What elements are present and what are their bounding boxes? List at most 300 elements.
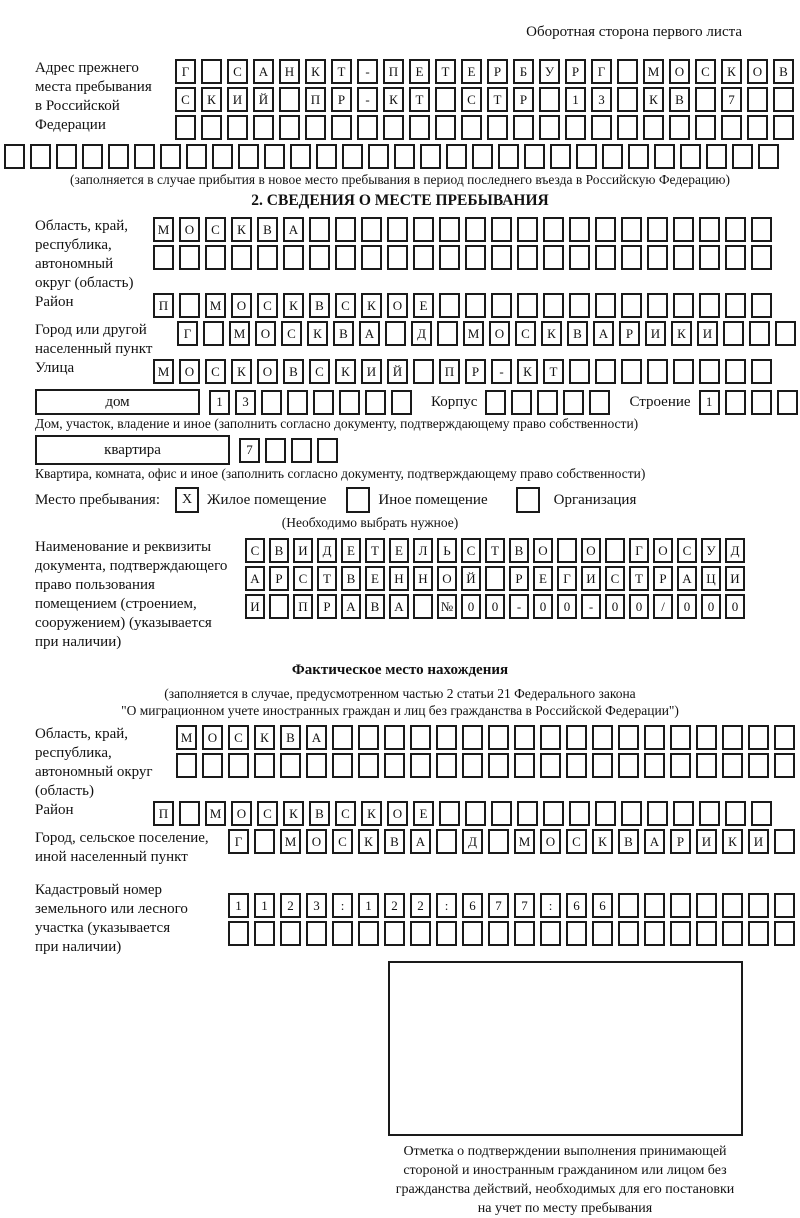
char-box[interactable] — [134, 144, 155, 169]
char-box[interactable]: С — [205, 217, 226, 242]
char-box[interactable]: 1 — [358, 893, 379, 918]
char-box[interactable]: О — [231, 801, 252, 826]
char-box[interactable] — [673, 217, 694, 242]
char-box[interactable]: С — [293, 566, 313, 591]
char-box[interactable]: Н — [389, 566, 409, 591]
char-box[interactable]: № — [437, 594, 457, 619]
char-box[interactable]: А — [253, 59, 274, 84]
char-box[interactable] — [670, 893, 691, 918]
char-box[interactable] — [305, 115, 326, 140]
char-box[interactable] — [488, 753, 509, 778]
char-box[interactable] — [279, 115, 300, 140]
char-box[interactable] — [647, 359, 668, 384]
char-box[interactable] — [514, 921, 535, 946]
char-box[interactable]: И — [725, 566, 745, 591]
char-box[interactable] — [696, 921, 717, 946]
char-box[interactable] — [265, 438, 286, 463]
char-box[interactable] — [202, 753, 223, 778]
char-box[interactable] — [721, 115, 742, 140]
char-box[interactable] — [280, 921, 301, 946]
char-box[interactable]: К — [592, 829, 613, 854]
char-box[interactable] — [331, 115, 352, 140]
char-box[interactable]: 7 — [239, 438, 260, 463]
char-box[interactable] — [673, 359, 694, 384]
char-box[interactable]: М — [463, 321, 484, 346]
char-box[interactable] — [758, 144, 779, 169]
char-box[interactable] — [621, 293, 642, 318]
char-box[interactable]: П — [153, 801, 174, 826]
char-box[interactable] — [517, 245, 538, 270]
char-box[interactable] — [269, 594, 289, 619]
char-box[interactable] — [774, 829, 795, 854]
char-box[interactable]: 7 — [721, 87, 742, 112]
char-box[interactable] — [436, 725, 457, 750]
char-box[interactable] — [358, 753, 379, 778]
char-box[interactable] — [436, 921, 457, 946]
char-box[interactable]: О — [255, 321, 276, 346]
char-box[interactable] — [385, 321, 406, 346]
char-box[interactable]: В — [341, 566, 361, 591]
char-box[interactable] — [472, 144, 493, 169]
char-box[interactable]: К — [231, 359, 252, 384]
char-box[interactable]: 1 — [565, 87, 586, 112]
char-box[interactable]: Е — [365, 566, 385, 591]
char-box[interactable] — [413, 594, 433, 619]
char-box[interactable]: Г — [557, 566, 577, 591]
char-box[interactable] — [595, 245, 616, 270]
char-box[interactable]: 6 — [592, 893, 613, 918]
char-box[interactable] — [774, 893, 795, 918]
char-box[interactable]: А — [283, 217, 304, 242]
char-box[interactable]: : — [332, 893, 353, 918]
char-box[interactable] — [358, 725, 379, 750]
char-box[interactable]: С — [605, 566, 625, 591]
char-box[interactable]: И — [227, 87, 248, 112]
char-box[interactable]: 7 — [514, 893, 535, 918]
char-box[interactable]: В — [283, 359, 304, 384]
char-box[interactable] — [176, 753, 197, 778]
char-box[interactable]: 2 — [384, 893, 405, 918]
char-box[interactable] — [537, 390, 558, 415]
char-box[interactable] — [725, 217, 746, 242]
char-box[interactable] — [439, 801, 460, 826]
char-box[interactable]: Ь — [437, 538, 457, 563]
char-box[interactable] — [462, 725, 483, 750]
char-box[interactable] — [413, 217, 434, 242]
char-box[interactable] — [618, 893, 639, 918]
char-box[interactable]: Р — [331, 87, 352, 112]
char-box[interactable] — [254, 921, 275, 946]
char-box[interactable] — [617, 115, 638, 140]
char-box[interactable] — [261, 390, 282, 415]
char-box[interactable]: Н — [413, 566, 433, 591]
char-box[interactable]: Б — [513, 59, 534, 84]
char-box[interactable]: Т — [331, 59, 352, 84]
char-box[interactable] — [699, 359, 720, 384]
char-box[interactable]: С — [332, 829, 353, 854]
char-box[interactable]: Т — [317, 566, 337, 591]
char-box[interactable] — [517, 293, 538, 318]
char-box[interactable] — [751, 801, 772, 826]
char-box[interactable]: 0 — [677, 594, 697, 619]
char-box[interactable] — [316, 144, 337, 169]
char-box[interactable]: С — [205, 359, 226, 384]
char-box[interactable] — [358, 921, 379, 946]
char-box[interactable] — [618, 725, 639, 750]
char-box[interactable]: В — [257, 217, 278, 242]
char-box[interactable] — [543, 217, 564, 242]
char-box[interactable]: П — [305, 87, 326, 112]
char-box[interactable] — [725, 293, 746, 318]
char-box[interactable]: С — [335, 293, 356, 318]
char-box[interactable]: К — [335, 359, 356, 384]
char-box[interactable]: К — [721, 59, 742, 84]
char-box[interactable]: В — [773, 59, 794, 84]
char-box[interactable]: Р — [509, 566, 529, 591]
char-box[interactable]: К — [361, 801, 382, 826]
char-box[interactable] — [747, 115, 768, 140]
char-box[interactable]: А — [389, 594, 409, 619]
char-box[interactable]: К — [643, 87, 664, 112]
char-box[interactable]: Д — [317, 538, 337, 563]
char-box[interactable]: 2 — [410, 893, 431, 918]
char-box[interactable]: 1 — [228, 893, 249, 918]
char-box[interactable]: У — [701, 538, 721, 563]
char-box[interactable]: М — [514, 829, 535, 854]
char-box[interactable]: - — [509, 594, 529, 619]
char-box[interactable]: 0 — [605, 594, 625, 619]
char-box[interactable]: Г — [591, 59, 612, 84]
char-box[interactable] — [446, 144, 467, 169]
char-box[interactable] — [332, 753, 353, 778]
char-box[interactable]: А — [677, 566, 697, 591]
char-box[interactable]: А — [341, 594, 361, 619]
char-box[interactable] — [436, 753, 457, 778]
char-box[interactable]: Й — [461, 566, 481, 591]
char-box[interactable] — [617, 59, 638, 84]
char-box[interactable]: Г — [629, 538, 649, 563]
char-box[interactable]: И — [748, 829, 769, 854]
char-box[interactable]: К — [541, 321, 562, 346]
char-box[interactable] — [722, 753, 743, 778]
char-box[interactable] — [212, 144, 233, 169]
char-box[interactable]: Е — [389, 538, 409, 563]
char-box[interactable] — [773, 87, 794, 112]
char-box[interactable]: 0 — [461, 594, 481, 619]
char-box[interactable]: П — [439, 359, 460, 384]
char-box[interactable] — [647, 217, 668, 242]
char-box[interactable] — [279, 87, 300, 112]
char-box[interactable] — [749, 321, 770, 346]
char-box[interactable] — [383, 115, 404, 140]
char-box[interactable] — [543, 245, 564, 270]
char-box[interactable] — [592, 921, 613, 946]
char-box[interactable]: М — [229, 321, 250, 346]
char-box[interactable] — [461, 115, 482, 140]
organization-checkbox[interactable] — [516, 487, 540, 513]
char-box[interactable]: И — [696, 829, 717, 854]
char-box[interactable] — [439, 293, 460, 318]
char-box[interactable] — [751, 217, 772, 242]
char-box[interactable] — [695, 87, 716, 112]
char-box[interactable] — [357, 115, 378, 140]
char-box[interactable]: И — [245, 594, 265, 619]
char-box[interactable] — [439, 245, 460, 270]
char-box[interactable] — [595, 801, 616, 826]
char-box[interactable] — [254, 829, 275, 854]
char-box[interactable] — [514, 753, 535, 778]
char-box[interactable]: Т — [485, 538, 505, 563]
char-box[interactable] — [680, 144, 701, 169]
char-box[interactable] — [565, 115, 586, 140]
char-box[interactable] — [644, 725, 665, 750]
char-box[interactable] — [290, 144, 311, 169]
char-box[interactable] — [384, 753, 405, 778]
char-box[interactable]: В — [669, 87, 690, 112]
char-box[interactable]: С — [245, 538, 265, 563]
char-box[interactable]: И — [697, 321, 718, 346]
char-box[interactable] — [488, 725, 509, 750]
char-box[interactable] — [621, 801, 642, 826]
char-box[interactable]: О — [306, 829, 327, 854]
char-box[interactable] — [413, 245, 434, 270]
char-box[interactable]: Е — [409, 59, 430, 84]
char-box[interactable] — [699, 245, 720, 270]
char-box[interactable]: К — [361, 293, 382, 318]
char-box[interactable]: И — [293, 538, 313, 563]
char-box[interactable] — [774, 753, 795, 778]
char-box[interactable] — [605, 538, 625, 563]
char-box[interactable] — [439, 217, 460, 242]
apartment-type-box[interactable]: квартира — [35, 435, 230, 465]
char-box[interactable] — [309, 217, 330, 242]
char-box[interactable] — [257, 245, 278, 270]
char-box[interactable] — [617, 87, 638, 112]
char-box[interactable]: - — [491, 359, 512, 384]
char-box[interactable]: К — [671, 321, 692, 346]
char-box[interactable]: В — [365, 594, 385, 619]
char-box[interactable] — [175, 115, 196, 140]
char-box[interactable] — [618, 753, 639, 778]
char-box[interactable] — [462, 753, 483, 778]
char-box[interactable]: 1 — [254, 893, 275, 918]
char-box[interactable]: С — [461, 87, 482, 112]
char-box[interactable]: К — [517, 359, 538, 384]
char-box[interactable]: 0 — [701, 594, 721, 619]
char-box[interactable]: П — [293, 594, 313, 619]
char-box[interactable] — [485, 390, 506, 415]
char-box[interactable] — [540, 753, 561, 778]
char-box[interactable]: К — [358, 829, 379, 854]
char-box[interactable]: Т — [409, 87, 430, 112]
char-box[interactable] — [511, 390, 532, 415]
char-box[interactable] — [748, 921, 769, 946]
char-box[interactable]: М — [153, 217, 174, 242]
char-box[interactable] — [699, 293, 720, 318]
char-box[interactable] — [621, 245, 642, 270]
char-box[interactable] — [201, 59, 222, 84]
char-box[interactable] — [569, 359, 590, 384]
char-box[interactable] — [550, 144, 571, 169]
char-box[interactable] — [591, 115, 612, 140]
char-box[interactable]: Е — [413, 801, 434, 826]
char-box[interactable] — [696, 753, 717, 778]
char-box[interactable]: / — [653, 594, 673, 619]
char-box[interactable]: Й — [387, 359, 408, 384]
char-box[interactable] — [725, 359, 746, 384]
char-box[interactable]: О — [179, 217, 200, 242]
char-box[interactable]: С — [566, 829, 587, 854]
char-box[interactable] — [384, 921, 405, 946]
char-box[interactable]: 3 — [235, 390, 256, 415]
char-box[interactable]: Р — [619, 321, 640, 346]
char-box[interactable] — [485, 566, 505, 591]
char-box[interactable] — [108, 144, 129, 169]
char-box[interactable] — [540, 921, 561, 946]
char-box[interactable] — [205, 245, 226, 270]
char-box[interactable]: - — [357, 59, 378, 84]
char-box[interactable] — [491, 217, 512, 242]
char-box[interactable]: О — [257, 359, 278, 384]
char-box[interactable] — [773, 115, 794, 140]
char-box[interactable] — [589, 390, 610, 415]
char-box[interactable]: О — [231, 293, 252, 318]
char-box[interactable] — [669, 115, 690, 140]
char-box[interactable] — [725, 390, 746, 415]
char-box[interactable] — [488, 829, 509, 854]
char-box[interactable] — [291, 438, 312, 463]
char-box[interactable] — [543, 293, 564, 318]
char-box[interactable] — [602, 144, 623, 169]
char-box[interactable]: А — [593, 321, 614, 346]
char-box[interactable] — [306, 921, 327, 946]
char-box[interactable]: О — [533, 538, 553, 563]
char-box[interactable] — [566, 921, 587, 946]
char-box[interactable]: О — [540, 829, 561, 854]
char-box[interactable] — [287, 390, 308, 415]
char-box[interactable]: М — [205, 801, 226, 826]
char-box[interactable] — [186, 144, 207, 169]
char-box[interactable]: С — [335, 801, 356, 826]
char-box[interactable]: Е — [461, 59, 482, 84]
char-box[interactable]: С — [695, 59, 716, 84]
char-box[interactable] — [227, 115, 248, 140]
char-box[interactable]: А — [410, 829, 431, 854]
char-box[interactable] — [774, 725, 795, 750]
char-box[interactable]: М — [205, 293, 226, 318]
char-box[interactable] — [517, 801, 538, 826]
char-box[interactable] — [696, 725, 717, 750]
char-box[interactable]: С — [257, 801, 278, 826]
char-box[interactable] — [56, 144, 77, 169]
char-box[interactable]: Р — [653, 566, 673, 591]
char-box[interactable]: Р — [465, 359, 486, 384]
char-box[interactable]: П — [153, 293, 174, 318]
char-box[interactable]: 1 — [209, 390, 230, 415]
char-box[interactable]: О — [581, 538, 601, 563]
char-box[interactable]: П — [383, 59, 404, 84]
char-box[interactable] — [394, 144, 415, 169]
char-box[interactable] — [491, 801, 512, 826]
char-box[interactable] — [335, 217, 356, 242]
char-box[interactable] — [592, 753, 613, 778]
char-box[interactable]: 3 — [306, 893, 327, 918]
char-box[interactable] — [491, 245, 512, 270]
char-box[interactable]: 6 — [566, 893, 587, 918]
char-box[interactable] — [748, 725, 769, 750]
char-box[interactable]: И — [581, 566, 601, 591]
char-box[interactable] — [487, 115, 508, 140]
char-box[interactable] — [748, 893, 769, 918]
char-box[interactable] — [647, 293, 668, 318]
char-box[interactable] — [228, 753, 249, 778]
char-box[interactable] — [332, 921, 353, 946]
char-box[interactable]: В — [280, 725, 301, 750]
char-box[interactable] — [722, 725, 743, 750]
char-box[interactable]: К — [305, 59, 326, 84]
char-box[interactable]: Н — [279, 59, 300, 84]
char-box[interactable] — [569, 293, 590, 318]
char-box[interactable] — [368, 144, 389, 169]
char-box[interactable] — [566, 725, 587, 750]
char-box[interactable]: Г — [175, 59, 196, 84]
char-box[interactable]: В — [567, 321, 588, 346]
char-box[interactable] — [647, 801, 668, 826]
char-box[interactable] — [253, 115, 274, 140]
char-box[interactable] — [595, 293, 616, 318]
char-box[interactable] — [732, 144, 753, 169]
char-box[interactable] — [332, 725, 353, 750]
char-box[interactable]: 7 — [488, 893, 509, 918]
char-box[interactable] — [595, 217, 616, 242]
char-box[interactable] — [673, 245, 694, 270]
char-box[interactable]: К — [254, 725, 275, 750]
char-box[interactable]: 0 — [725, 594, 745, 619]
char-box[interactable]: О — [179, 359, 200, 384]
char-box[interactable] — [30, 144, 51, 169]
char-box[interactable] — [179, 245, 200, 270]
char-box[interactable] — [465, 217, 486, 242]
char-box[interactable]: 6 — [462, 893, 483, 918]
char-box[interactable] — [387, 245, 408, 270]
char-box[interactable]: О — [747, 59, 768, 84]
char-box[interactable]: Д — [462, 829, 483, 854]
char-box[interactable]: В — [309, 801, 330, 826]
char-box[interactable] — [539, 115, 560, 140]
char-box[interactable] — [435, 87, 456, 112]
char-box[interactable] — [695, 115, 716, 140]
char-box[interactable]: Д — [725, 538, 745, 563]
char-box[interactable]: С — [309, 359, 330, 384]
char-box[interactable] — [313, 390, 334, 415]
char-box[interactable] — [361, 217, 382, 242]
char-box[interactable]: Р — [317, 594, 337, 619]
char-box[interactable]: Д — [411, 321, 432, 346]
char-box[interactable]: К — [283, 801, 304, 826]
char-box[interactable] — [557, 538, 577, 563]
char-box[interactable]: - — [357, 87, 378, 112]
char-box[interactable]: 3 — [591, 87, 612, 112]
char-box[interactable] — [774, 921, 795, 946]
residential-checkbox[interactable]: X — [175, 487, 199, 513]
char-box[interactable]: К — [722, 829, 743, 854]
char-box[interactable] — [283, 245, 304, 270]
char-box[interactable] — [365, 390, 386, 415]
char-box[interactable]: Р — [487, 59, 508, 84]
char-box[interactable]: Е — [341, 538, 361, 563]
char-box[interactable] — [384, 725, 405, 750]
char-box[interactable] — [410, 921, 431, 946]
